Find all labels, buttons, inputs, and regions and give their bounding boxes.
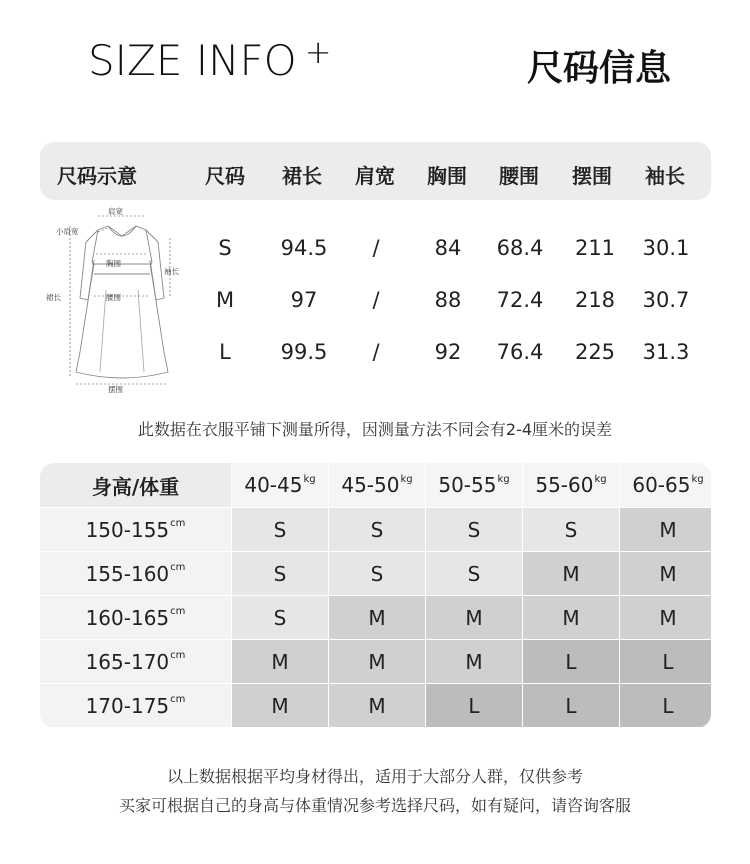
title-english-text: SIZE INFO <box>88 36 297 85</box>
size-cell <box>426 596 522 639</box>
weight-unit: kg <box>497 473 510 485</box>
height-unit: cm <box>170 562 186 573</box>
cell: / <box>372 236 380 260</box>
size-cell <box>426 508 522 551</box>
size-cell <box>232 684 328 727</box>
size-cell <box>620 508 711 551</box>
size-cell <box>523 684 619 727</box>
label-hem: 摆围 <box>108 385 123 394</box>
weight-header <box>620 463 711 507</box>
size-cell-value: M <box>465 605 483 630</box>
weight-header <box>329 463 425 507</box>
cell: 72.4 <box>496 288 544 312</box>
size-cell <box>232 552 328 595</box>
height-header <box>40 640 231 683</box>
size-cell-value: S <box>467 561 481 586</box>
cell: 218 <box>574 288 616 312</box>
cell: 84 <box>434 236 462 260</box>
cell: L <box>219 340 231 364</box>
size-cell <box>329 684 425 727</box>
height-range: 160-165 <box>85 605 170 630</box>
label-dress-length: 裙长 <box>46 293 61 302</box>
grid-corner-header <box>40 463 231 507</box>
label-sleeve: 袖长 <box>164 267 179 276</box>
size-cell-value: L <box>565 693 577 718</box>
size-recommendation-grid <box>40 463 711 728</box>
cell: 211 <box>574 236 616 260</box>
height-header <box>40 508 231 551</box>
cell: 94.5 <box>280 236 328 260</box>
weight-unit: kg <box>691 473 704 485</box>
size-cell-value: L <box>468 693 480 718</box>
size-cell <box>620 552 711 595</box>
col-hem: 摆围 <box>572 164 612 188</box>
weight-header <box>523 463 619 507</box>
cell: 97 <box>290 288 318 312</box>
size-cell-value: S <box>273 561 287 586</box>
dress-outline-icon <box>40 202 200 398</box>
size-cell-value: S <box>467 517 481 542</box>
weight-header <box>426 463 522 507</box>
size-cell-value: M <box>659 561 677 586</box>
size-cell <box>329 508 425 551</box>
measurement-note: 此数据在衣服平铺下测量所得，因测量方法不同会有2-4厘米的误差 <box>137 420 613 439</box>
weight-range: 50-55 <box>438 473 497 497</box>
height-unit: cm <box>170 518 186 529</box>
size-cell-value: S <box>273 517 287 542</box>
cell: 88 <box>434 288 462 312</box>
height-unit: cm <box>170 606 186 617</box>
label-chest: 胸围 <box>106 259 121 268</box>
height-header <box>40 552 231 595</box>
size-cell <box>426 684 522 727</box>
size-table-header <box>40 142 711 200</box>
cell: 76.4 <box>496 340 544 364</box>
height-range: 150-155 <box>85 517 170 542</box>
size-cell-value: S <box>370 517 384 542</box>
col-waist: 腰围 <box>499 164 539 188</box>
size-cell <box>329 552 425 595</box>
size-cell-value: L <box>662 649 674 674</box>
size-cell <box>523 508 619 551</box>
cell: M <box>215 288 235 312</box>
grid-corner-label: 身高/体重 <box>91 474 180 499</box>
height-unit: cm <box>170 650 186 661</box>
title-english <box>88 33 332 85</box>
size-cell <box>329 640 425 683</box>
size-cell <box>523 596 619 639</box>
col-diagram: 尺码示意 <box>57 164 137 188</box>
cell: 68.4 <box>496 236 544 260</box>
size-cell <box>232 640 328 683</box>
cell: / <box>372 340 380 364</box>
label-waist: 腰围 <box>106 293 121 302</box>
size-cell <box>232 508 328 551</box>
title-chinese: 尺码信息 <box>527 48 672 89</box>
size-cell-value: M <box>368 649 386 674</box>
dress-diagram <box>40 202 200 398</box>
size-cell-value: L <box>662 693 674 718</box>
col-size: 尺码 <box>205 164 245 188</box>
size-cell <box>232 596 328 639</box>
height-range: 170-175 <box>85 693 170 718</box>
label-shoulder: 肩宽 <box>108 207 123 216</box>
size-cell <box>426 640 522 683</box>
size-cell-value: M <box>368 605 386 630</box>
weight-range: 60-65 <box>632 473 691 497</box>
size-cell <box>523 552 619 595</box>
cell: 225 <box>574 340 616 364</box>
weight-unit: kg <box>594 473 607 485</box>
height-unit: cm <box>170 694 186 705</box>
size-cell-value: M <box>271 649 289 674</box>
footnote-line-1: 以上数据根据平均身材得出，适用于大部分人群，仅供参考 <box>166 767 583 786</box>
weight-range: 45-50 <box>341 473 400 497</box>
weight-range: 55-60 <box>535 473 594 497</box>
size-cell-value: M <box>659 605 677 630</box>
size-cell-value: M <box>562 605 580 630</box>
cell: 30.7 <box>642 288 690 312</box>
cell: 92 <box>434 340 462 364</box>
height-header <box>40 684 231 727</box>
size-cell-value: M <box>465 649 483 674</box>
size-cell-value: M <box>562 561 580 586</box>
weight-unit: kg <box>400 473 413 485</box>
cell: 30.1 <box>642 236 690 260</box>
col-sleeve: 袖长 <box>645 164 685 188</box>
cell: S <box>218 236 232 260</box>
size-cell <box>620 684 711 727</box>
height-header <box>40 596 231 639</box>
weight-range: 40-45 <box>244 473 303 497</box>
size-cell <box>620 640 711 683</box>
col-shoulder: 肩宽 <box>355 164 395 188</box>
size-cell-value: M <box>271 693 289 718</box>
size-cell <box>426 552 522 595</box>
size-cell <box>329 596 425 639</box>
weight-unit: kg <box>303 473 316 485</box>
size-cell-value: L <box>565 649 577 674</box>
height-range: 155-160 <box>85 561 170 586</box>
plus-icon: + <box>304 33 332 71</box>
label-small-shoulder: 小肩宽 <box>56 227 79 236</box>
size-cell-value: M <box>659 517 677 542</box>
size-cell-value: S <box>273 605 287 630</box>
cell: 31.3 <box>642 340 690 364</box>
height-range: 165-170 <box>85 649 170 674</box>
size-cell-value: S <box>370 561 384 586</box>
footnote-line-2: 买家可根据自己的身高与体重情况参考选择尺码，如有疑问，请咨询客服 <box>118 796 631 815</box>
size-cell-value: S <box>564 517 578 542</box>
col-dress-length: 裙长 <box>282 164 322 188</box>
cell: / <box>372 288 380 312</box>
size-cell-value: M <box>368 693 386 718</box>
cell: 99.5 <box>280 340 328 364</box>
size-cell <box>523 640 619 683</box>
size-cell <box>620 596 711 639</box>
col-chest: 胸围 <box>427 164 467 188</box>
weight-header <box>232 463 328 507</box>
